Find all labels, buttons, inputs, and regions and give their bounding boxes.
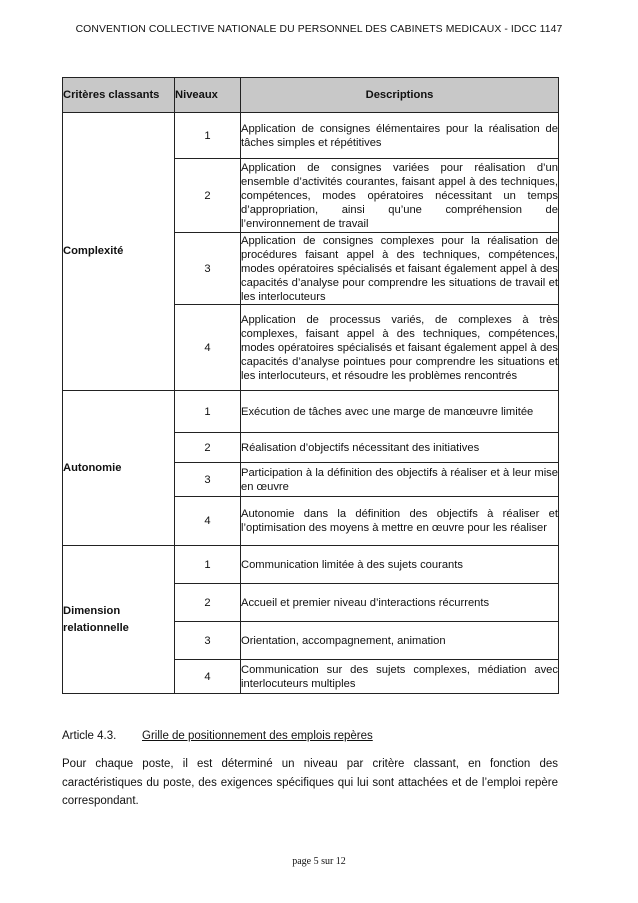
table-row xyxy=(63,391,559,433)
description-cell: Exécution de tâches avec une marge de manœuvre limitée xyxy=(241,391,559,433)
header-levels: Niveaux xyxy=(175,78,241,113)
table-row xyxy=(63,546,559,584)
level-cell: 3 xyxy=(175,233,241,305)
article-heading xyxy=(62,730,373,742)
article-number: Article 4.3. xyxy=(62,730,117,742)
table-header-row xyxy=(63,78,559,113)
header-criteria: Critères classants xyxy=(63,78,175,113)
criterion-dimension-relationnelle: Dimension relationnelle xyxy=(63,546,175,694)
level-cell: 1 xyxy=(175,546,241,584)
description-cell: Application de consignes variées pour réalisation d’un ensemble d’activités courantes, faisant appel à des techniques, compétences, modes opératoires nécessitant un temps d’appropriation, ainsi qu’une compréhension de l’environnement de travail xyxy=(241,159,559,233)
description-cell: Orientation, accompagnement, animation xyxy=(241,622,559,660)
description-cell: Application de processus variés, de complexes à très complexes, faisant appel à des techniques, compétences, modes opératoires spécialisés et faisant également appel à des capacités d’analyse pointues pour comprendre les situations et les interlocuteurs, et résoudre les problèmes rencontrés xyxy=(241,305,559,391)
description-cell: Application de consignes complexes pour la réalisation de procédures faisant appel à des techniques, compétences, modes opératoires spécialisés et faisant également appel à des capacités d’analyse pour comprendre les situations de travail et les interlocuteurs xyxy=(241,234,558,303)
description-cell: Communication limitée à des sujets courants xyxy=(241,546,559,584)
description-cell: Communication sur des sujets complexes, médiation avec interlocuteurs multiples xyxy=(241,660,559,694)
header-descriptions: Descriptions xyxy=(241,78,559,113)
description-cell: Autonomie dans la définition des objectifs à réaliser et l’optimisation des moyens à mettre en œuvre pour les réaliser xyxy=(241,497,559,546)
level-cell: 1 xyxy=(175,391,241,433)
page-header: CONVENTION COLLECTIVE NATIONALE DU PERSONNEL DES CABINETS MEDICAUX - IDCC 1147 xyxy=(75,24,563,35)
level-cell: 4 xyxy=(175,497,241,546)
level-cell: 1 xyxy=(175,113,241,159)
classification-table xyxy=(62,77,559,694)
description-cell: Application de consignes élémentaires pour la réalisation de tâches simples et répétitives xyxy=(241,113,559,159)
criterion-autonomie: Autonomie xyxy=(63,391,175,546)
criterion-complexite: Complexité xyxy=(63,113,175,391)
description-cell: Réalisation d’objectifs nécessitant des initiatives xyxy=(241,433,559,463)
page-number: page 5 sur 12 xyxy=(292,856,346,867)
description-cell: Accueil et premier niveau d’interactions récurrents xyxy=(241,584,559,622)
level-cell: 2 xyxy=(175,433,241,463)
level-cell: 4 xyxy=(175,305,241,391)
table-row xyxy=(63,113,559,159)
level-cell: 2 xyxy=(175,584,241,622)
level-cell: 2 xyxy=(175,159,241,233)
level-cell: 3 xyxy=(175,463,241,497)
level-cell: 4 xyxy=(175,660,241,694)
article-title: Grille de positionnement des emplois repères xyxy=(142,730,373,742)
body-paragraph: Pour chaque poste, il est déterminé un niveau par critère classant, en fonction des caractéristiques du poste, des exigences spécifiques qui lui sont attachées et de l’emploi repère correspondant. xyxy=(62,758,558,807)
description-cell: Participation à la définition des objectifs à réaliser et à leur mise en œuvre xyxy=(241,463,559,497)
level-cell: 3 xyxy=(175,622,241,660)
